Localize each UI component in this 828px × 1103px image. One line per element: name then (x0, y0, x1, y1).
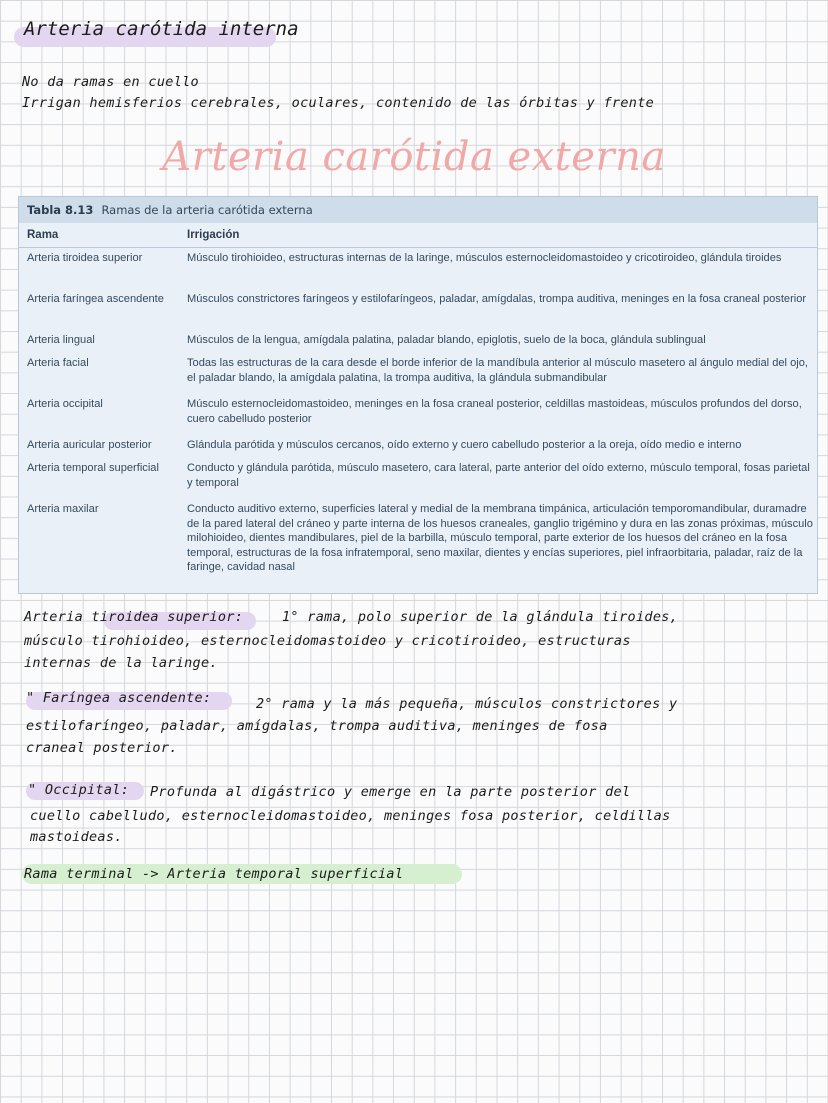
note-line: estilofaríngeo, paladar, amígdalas, trompa auditiva, meninges de fosa (26, 718, 608, 734)
branch-cell: Arteria maxilar (27, 503, 99, 515)
table-number: Tabla 8.13 (27, 203, 94, 217)
table-row (19, 248, 817, 289)
table-row (19, 289, 817, 330)
table-row (19, 435, 817, 458)
note-heading: " Occipital: (28, 782, 130, 798)
page-title: Arteria carótida interna (24, 18, 299, 40)
supply-cell: Glándula parótida y músculos cercanos, oído externo y cuero cabelludo posterior a la oreja, oído medio e interno (187, 439, 742, 451)
branch-cell: Arteria tiroidea superior (27, 252, 143, 264)
branch-cell: Arteria occipital (27, 398, 103, 410)
note-heading: Arteria tiroidea superior: (24, 609, 244, 625)
note-heading: " Faríngea ascendente: (26, 690, 212, 706)
note-line: cuello cabelludo, esternocleidomastoideo, meninges fosa posterior, celdillas (30, 808, 671, 824)
supply-cell: Músculo esternocleidomastoideo, meninges en la fosa craneal posterior, celdillas mastoideas, músculos profundos del dorso, cuero cabelludo posterior (187, 398, 802, 425)
branch-cell: Arteria auricular posterior (27, 439, 152, 451)
note-line: mastoideas. (30, 829, 123, 845)
supply-cell: Músculo tirohioideo, estructuras internas de la laringe, músculos esternocleidomastoideo y cricotiroideo, glándula tiroides (187, 252, 782, 264)
table-row (19, 353, 817, 394)
table-caption-text: Ramas de la arteria carótida externa (101, 203, 313, 217)
table-header (19, 223, 817, 248)
branch-cell: Arteria facial (27, 357, 89, 369)
supply-cell: Conducto y glándula parótida, músculo masetero, cara lateral, parte anterior del oído externo, músculo temporal, fosas parietal y temporal (187, 462, 810, 489)
note-line: 2° rama y la más pequeña, músculos constrictores y (256, 696, 678, 712)
branches-table (18, 196, 818, 594)
table-caption (19, 197, 817, 223)
terminal-branch-note: Rama terminal -> Arteria temporal superficial (24, 866, 404, 882)
note-line: internas de la laringe. (24, 655, 218, 671)
column-header: Rama (27, 229, 59, 241)
supply-cell: Músculos constrictores faríngeos y estilofaríngeos, paladar, amígdalas, trompa auditiva, meninges en la fosa craneal posterior (187, 293, 807, 305)
note-line: 1° rama, polo superior de la glándula tiroides, (282, 609, 679, 625)
branch-cell: Arteria temporal superficial (27, 462, 159, 474)
note-line: craneal posterior. (26, 740, 178, 756)
supply-cell: Todas las estructuras de la cara desde el borde inferior de la mandíbula anterior al músculo masetero al ángulo medial del ojo, el paladar blando, la amígdala palatina, la trompa auditiva, la glándula submandibular (187, 357, 808, 384)
note-line: músculo tirohioideo, esternocleidomastoideo y cricotiroideo, estructuras (24, 633, 631, 649)
note-line: Profunda al digástrico y emerge en la parte posterior del (150, 784, 631, 800)
table-row (19, 458, 817, 499)
table-row (19, 499, 817, 578)
column-header: Irrigación (187, 229, 240, 241)
supply-cell: Conducto auditivo externo, superficies lateral y medial de la membrana timpánica, articulación temporomandibular, duramadre de la pared lateral del cráneo y parte interna de los huesos craneales, ganglio trigémino y dura en las zonas próximas, músculo milohioideo, dientes mandibulares, piel de la barbilla, músculo temporal, parte exterior de los huesos del cráneo en la fosa temporal, estructuras de la fosa infratemporal, seno maxilar, dientes y encías superiores, piel infraorbitaria, paladar, raíz de la faringe, cavidad nasal (187, 503, 813, 574)
table-row (19, 330, 817, 353)
table-row (19, 394, 817, 435)
branch-cell: Arteria faríngea ascendente (27, 293, 164, 305)
note-line: No da ramas en cuello (22, 74, 199, 90)
branch-cell: Arteria lingual (27, 334, 95, 346)
section-title: Arteria carótida externa (162, 134, 666, 180)
supply-cell: Músculos de la lengua, amígdala palatina, paladar blando, epiglotis, suelo de la boca, glándula sublingual (187, 334, 706, 346)
note-line: Irrigan hemisferios cerebrales, oculares, contenido de las órbitas y frente (22, 95, 655, 111)
